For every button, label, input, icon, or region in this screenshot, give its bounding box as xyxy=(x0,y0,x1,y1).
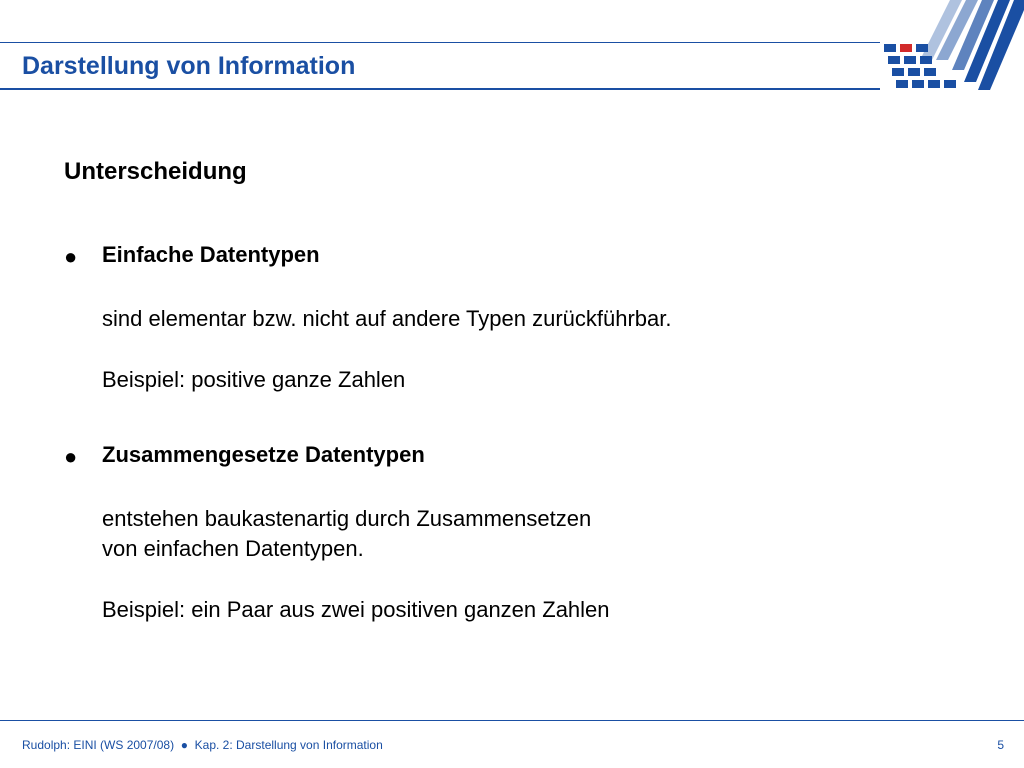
item-description: entstehen baukastenartig durch Zusammensetzen xyxy=(102,506,592,531)
item-description: sind elementar bzw. nicht auf andere Typen zurückführbar. xyxy=(102,306,672,331)
item-example: Beispiel: ein Paar aus zwei positiven ganzen Zahlen xyxy=(102,597,610,622)
header-top-line xyxy=(0,42,880,43)
item-heading-einfache: Einfache Datentypen xyxy=(102,242,320,267)
item-example: Beispiel: positive ganze Zahlen xyxy=(102,367,406,392)
footer-divider xyxy=(0,720,1024,721)
bullet-icon: ● xyxy=(64,444,78,469)
university-logo xyxy=(880,0,1024,92)
slide-header-title: Darstellung von Information xyxy=(22,52,356,80)
footer-info: Rudolph: EINI (WS 2007/08) ● Kap. 2: Darstellung von Information xyxy=(22,738,383,752)
page-number: 5 xyxy=(997,738,1004,752)
header-divider xyxy=(0,88,880,90)
section-title: Unterscheidung xyxy=(64,158,247,185)
item-heading-zusammengesetzt: Zusammengesetze Datentypen xyxy=(102,442,425,467)
item-description-continued: von einfachen Datentypen. xyxy=(102,536,364,561)
bullet-icon: ● xyxy=(64,244,78,269)
